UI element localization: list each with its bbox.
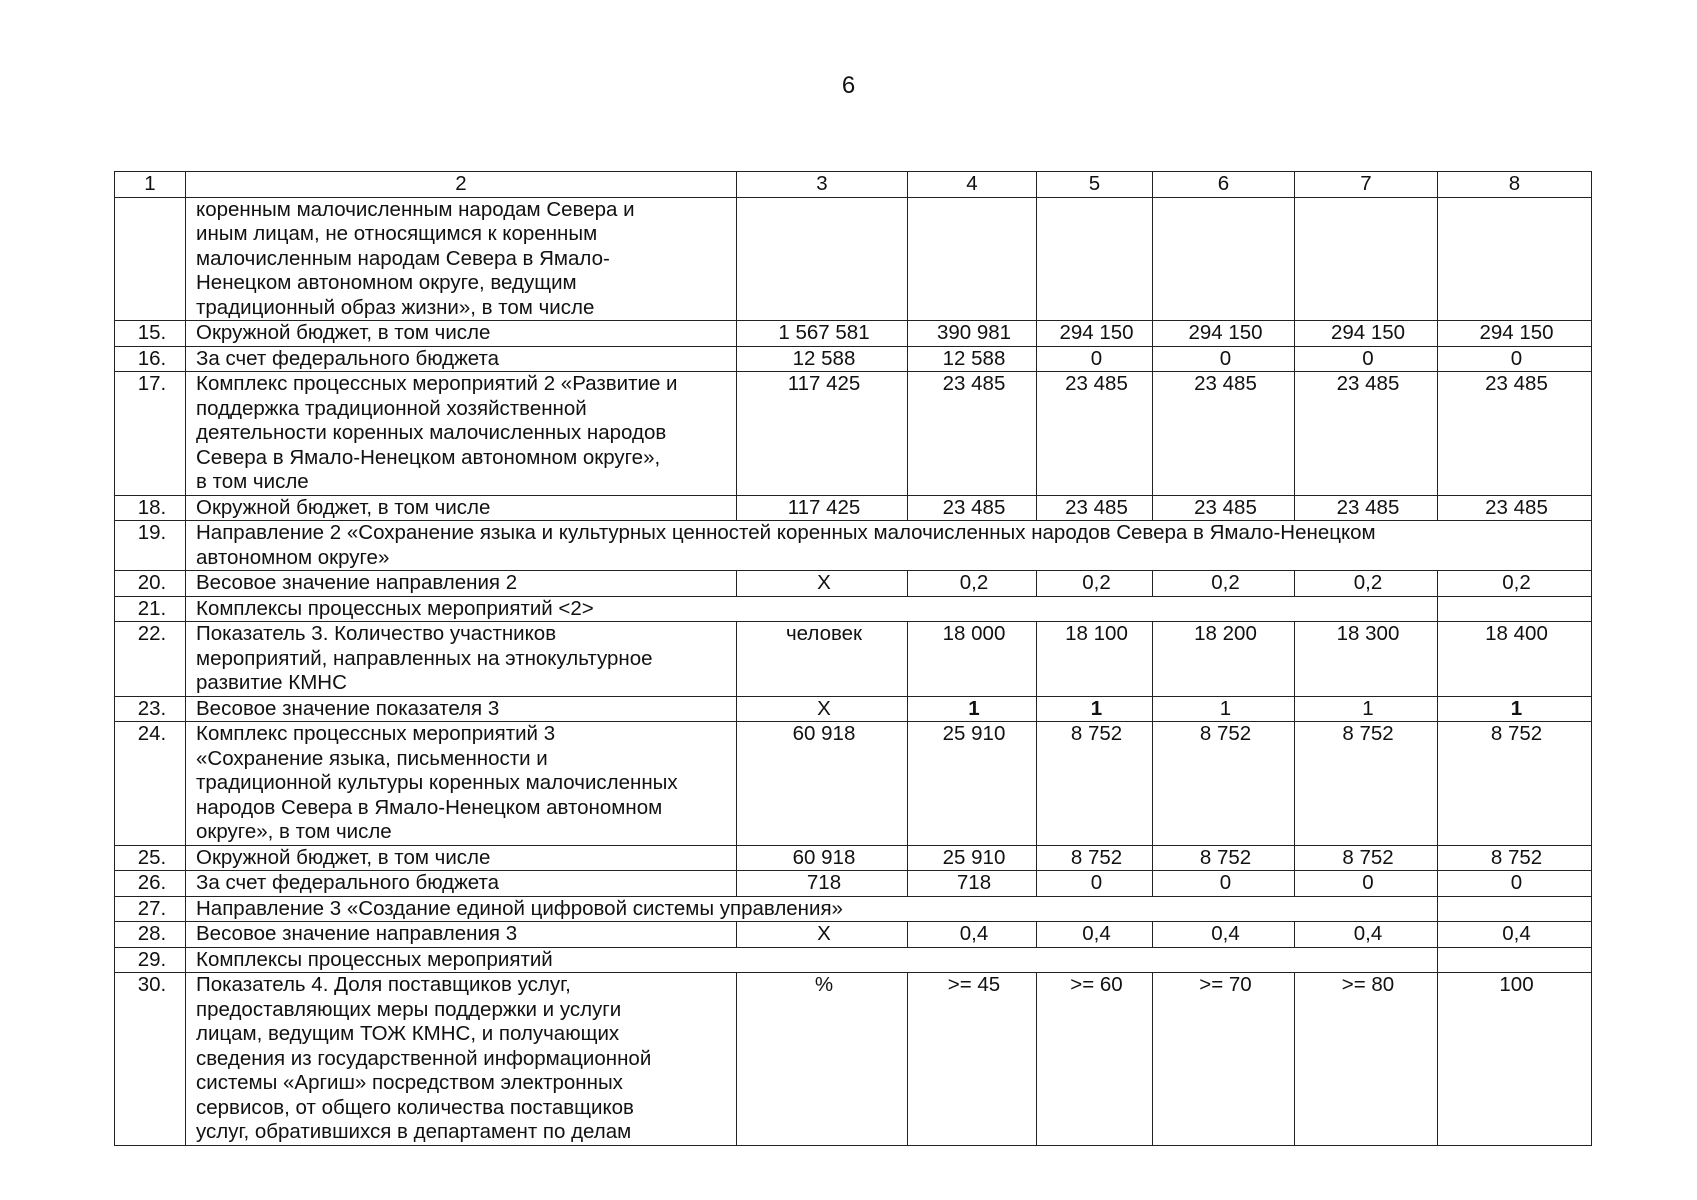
value-cell: 25 910	[908, 722, 1037, 846]
value-cell: 18 000	[908, 622, 1037, 697]
value-cell: 18 400	[1438, 622, 1592, 697]
header-cell: 7	[1295, 172, 1438, 198]
value-cell: человек	[737, 622, 908, 697]
table-row	[115, 896, 1592, 922]
value-cell: 0	[1295, 871, 1438, 897]
table-row	[115, 922, 1592, 948]
value-cell: >= 60	[1037, 973, 1153, 1146]
row-number: 29.	[115, 947, 186, 973]
value-cell	[737, 197, 908, 321]
row-number: 25.	[115, 845, 186, 871]
table-row	[115, 521, 1592, 571]
value-cell	[1037, 197, 1153, 321]
header-cell: 4	[908, 172, 1037, 198]
header-row	[115, 172, 1592, 198]
section-heading: Направление 3 «Создание единой цифровой системы управления»	[186, 896, 1438, 922]
value-cell: 12 588	[908, 346, 1037, 372]
value-cell: 0	[1438, 346, 1592, 372]
table-row	[115, 722, 1592, 846]
value-cell	[908, 197, 1037, 321]
row-number: 23.	[115, 696, 186, 722]
row-description: Показатель 3. Количество участников мероприятий, направленных на этнокультурное развитие КМНС	[186, 622, 737, 697]
row-number: 20.	[115, 571, 186, 597]
value-cell: 294 150	[1037, 321, 1153, 347]
value-cell: 8 752	[1037, 722, 1153, 846]
value-cell: 718	[908, 871, 1037, 897]
value-cell: 117 425	[737, 372, 908, 496]
row-number: 16.	[115, 346, 186, 372]
table-row	[115, 197, 1592, 321]
row-description: Окружной бюджет, в том числе	[186, 321, 737, 347]
value-cell: 23 485	[908, 372, 1037, 496]
table-row	[115, 973, 1592, 1146]
value-cell: 0,2	[1153, 571, 1295, 597]
value-cell: 23 485	[1438, 495, 1592, 521]
value-cell	[1295, 197, 1438, 321]
value-cell: 8 752	[1037, 845, 1153, 871]
value-cell: 1	[1153, 696, 1295, 722]
header-cell: 6	[1153, 172, 1295, 198]
row-description: Показатель 4. Доля поставщиков услуг, предоставляющих меры поддержки и услуги лицам, ведущим ТОЖ КМНС, и получающих сведения из государственной информационной системы «Аргиш» посредством электронных сервисов, от общего количества поставщиков услуг, обратившихся в департамент по делам	[186, 973, 737, 1146]
value-cell: X	[737, 571, 908, 597]
value-cell: >= 45	[908, 973, 1037, 1146]
value-cell: 8 752	[1438, 722, 1592, 846]
value-cell: 23 485	[1295, 372, 1438, 496]
section-heading: Комплексы процессных мероприятий <2>	[186, 596, 1438, 622]
value-cell: 8 752	[1153, 722, 1295, 846]
value-cell: 294 150	[1153, 321, 1295, 347]
table-row	[115, 845, 1592, 871]
value-cell: 1	[1295, 696, 1438, 722]
table-row	[115, 871, 1592, 897]
value-cell: 0,4	[1295, 922, 1438, 948]
header-cell: 8	[1438, 172, 1592, 198]
table-row	[115, 321, 1592, 347]
section-heading: Направление 2 «Сохранение языка и культурных ценностей коренных малочисленных народов Севера в Ямало-Ненецком автономном округе»	[186, 521, 1592, 571]
value-cell: 23 485	[1037, 495, 1153, 521]
row-description: коренным малочисленным народам Севера и иным лицам, не относящимся к коренным малочисленным народам Севера в Ямало- Ненецком автономном округе, ведущим традиционный образ жизни», в том числе	[186, 197, 737, 321]
table-row	[115, 947, 1592, 973]
row-number: 19.	[115, 521, 186, 571]
value-cell: 8 752	[1295, 722, 1438, 846]
value-cell: >= 70	[1153, 973, 1295, 1146]
value-cell: 1	[1037, 696, 1153, 722]
value-cell: 23 485	[1153, 372, 1295, 496]
table-row	[115, 346, 1592, 372]
value-cell: 60 918	[737, 722, 908, 846]
value-cell: 23 485	[1438, 372, 1592, 496]
header-cell: 3	[737, 172, 908, 198]
value-cell: X	[737, 696, 908, 722]
value-cell: 294 150	[1438, 321, 1592, 347]
page-number: 6	[841, 72, 856, 99]
header-cell: 5	[1037, 172, 1153, 198]
row-number: 27.	[115, 896, 186, 922]
section-heading: Комплексы процессных мероприятий	[186, 947, 1438, 973]
row-number: 15.	[115, 321, 186, 347]
value-cell: 100	[1438, 973, 1592, 1146]
row-number: 30.	[115, 973, 186, 1146]
row-number: 21.	[115, 596, 186, 622]
value-cell: 0	[1153, 871, 1295, 897]
value-cell: 0,4	[1153, 922, 1295, 948]
value-cell: 1	[908, 696, 1037, 722]
table-row	[115, 495, 1592, 521]
value-cell: 23 485	[908, 495, 1037, 521]
value-cell: 23 485	[1295, 495, 1438, 521]
value-cell: 0	[1438, 871, 1592, 897]
value-cell: 0	[1037, 871, 1153, 897]
value-cell: 0,2	[1438, 571, 1592, 597]
value-cell: 294 150	[1295, 321, 1438, 347]
value-cell: %	[737, 973, 908, 1146]
row-description: Комплекс процессных мероприятий 3 «Сохранение языка, письменности и традиционной культуры коренных малочисленных народов Севера в Ямало-Ненецком автономном округе», в том числе	[186, 722, 737, 846]
empty-cell	[1438, 596, 1592, 622]
value-cell	[1153, 197, 1295, 321]
value-cell: 0	[1153, 346, 1295, 372]
value-cell: 18 100	[1037, 622, 1153, 697]
row-description: Весовое значение направления 3	[186, 922, 737, 948]
row-number: 28.	[115, 922, 186, 948]
row-description: За счет федерального бюджета	[186, 871, 737, 897]
row-description: Комплекс процессных мероприятий 2 «Развитие и поддержка традиционной хозяйственной деятельности коренных малочисленных народов Севера в Ямало-Ненецком автономном округе», в том числе	[186, 372, 737, 496]
value-cell: 8 752	[1295, 845, 1438, 871]
value-cell: 390 981	[908, 321, 1037, 347]
value-cell: 0,2	[1295, 571, 1438, 597]
empty-cell	[1438, 896, 1592, 922]
value-cell: 0,4	[1438, 922, 1592, 948]
value-cell: 0	[1037, 346, 1153, 372]
value-cell: 23 485	[1153, 495, 1295, 521]
row-description: Весовое значение показателя 3	[186, 696, 737, 722]
row-number: 17.	[115, 372, 186, 496]
value-cell: 23 485	[1037, 372, 1153, 496]
row-description: За счет федерального бюджета	[186, 346, 737, 372]
value-cell: 60 918	[737, 845, 908, 871]
value-cell: 0,4	[1037, 922, 1153, 948]
row-description: Весовое значение направления 2	[186, 571, 737, 597]
row-number: 24.	[115, 722, 186, 846]
value-cell: 0,4	[908, 922, 1037, 948]
row-description: Окружной бюджет, в том числе	[186, 845, 737, 871]
table-row	[115, 571, 1592, 597]
value-cell: 18 200	[1153, 622, 1295, 697]
value-cell: 117 425	[737, 495, 908, 521]
table-row	[115, 696, 1592, 722]
value-cell: 0,2	[908, 571, 1037, 597]
value-cell: 0,2	[1037, 571, 1153, 597]
value-cell: 718	[737, 871, 908, 897]
value-cell: 12 588	[737, 346, 908, 372]
header-cell: 1	[115, 172, 186, 198]
value-cell: 8 752	[1438, 845, 1592, 871]
table-row	[115, 596, 1592, 622]
value-cell: 1	[1438, 696, 1592, 722]
data-table	[114, 171, 1592, 1146]
header-cell: 2	[186, 172, 737, 198]
value-cell: 18 300	[1295, 622, 1438, 697]
empty-cell	[1438, 947, 1592, 973]
value-cell: 25 910	[908, 845, 1037, 871]
row-number: 22.	[115, 622, 186, 697]
value-cell: X	[737, 922, 908, 948]
row-number: 18.	[115, 495, 186, 521]
row-description: Окружной бюджет, в том числе	[186, 495, 737, 521]
row-number	[115, 197, 186, 321]
table-row	[115, 372, 1592, 496]
value-cell: 0	[1295, 346, 1438, 372]
value-cell: 8 752	[1153, 845, 1295, 871]
value-cell: >= 80	[1295, 973, 1438, 1146]
row-number: 26.	[115, 871, 186, 897]
table-row	[115, 622, 1592, 697]
value-cell: 1 567 581	[737, 321, 908, 347]
value-cell	[1438, 197, 1592, 321]
